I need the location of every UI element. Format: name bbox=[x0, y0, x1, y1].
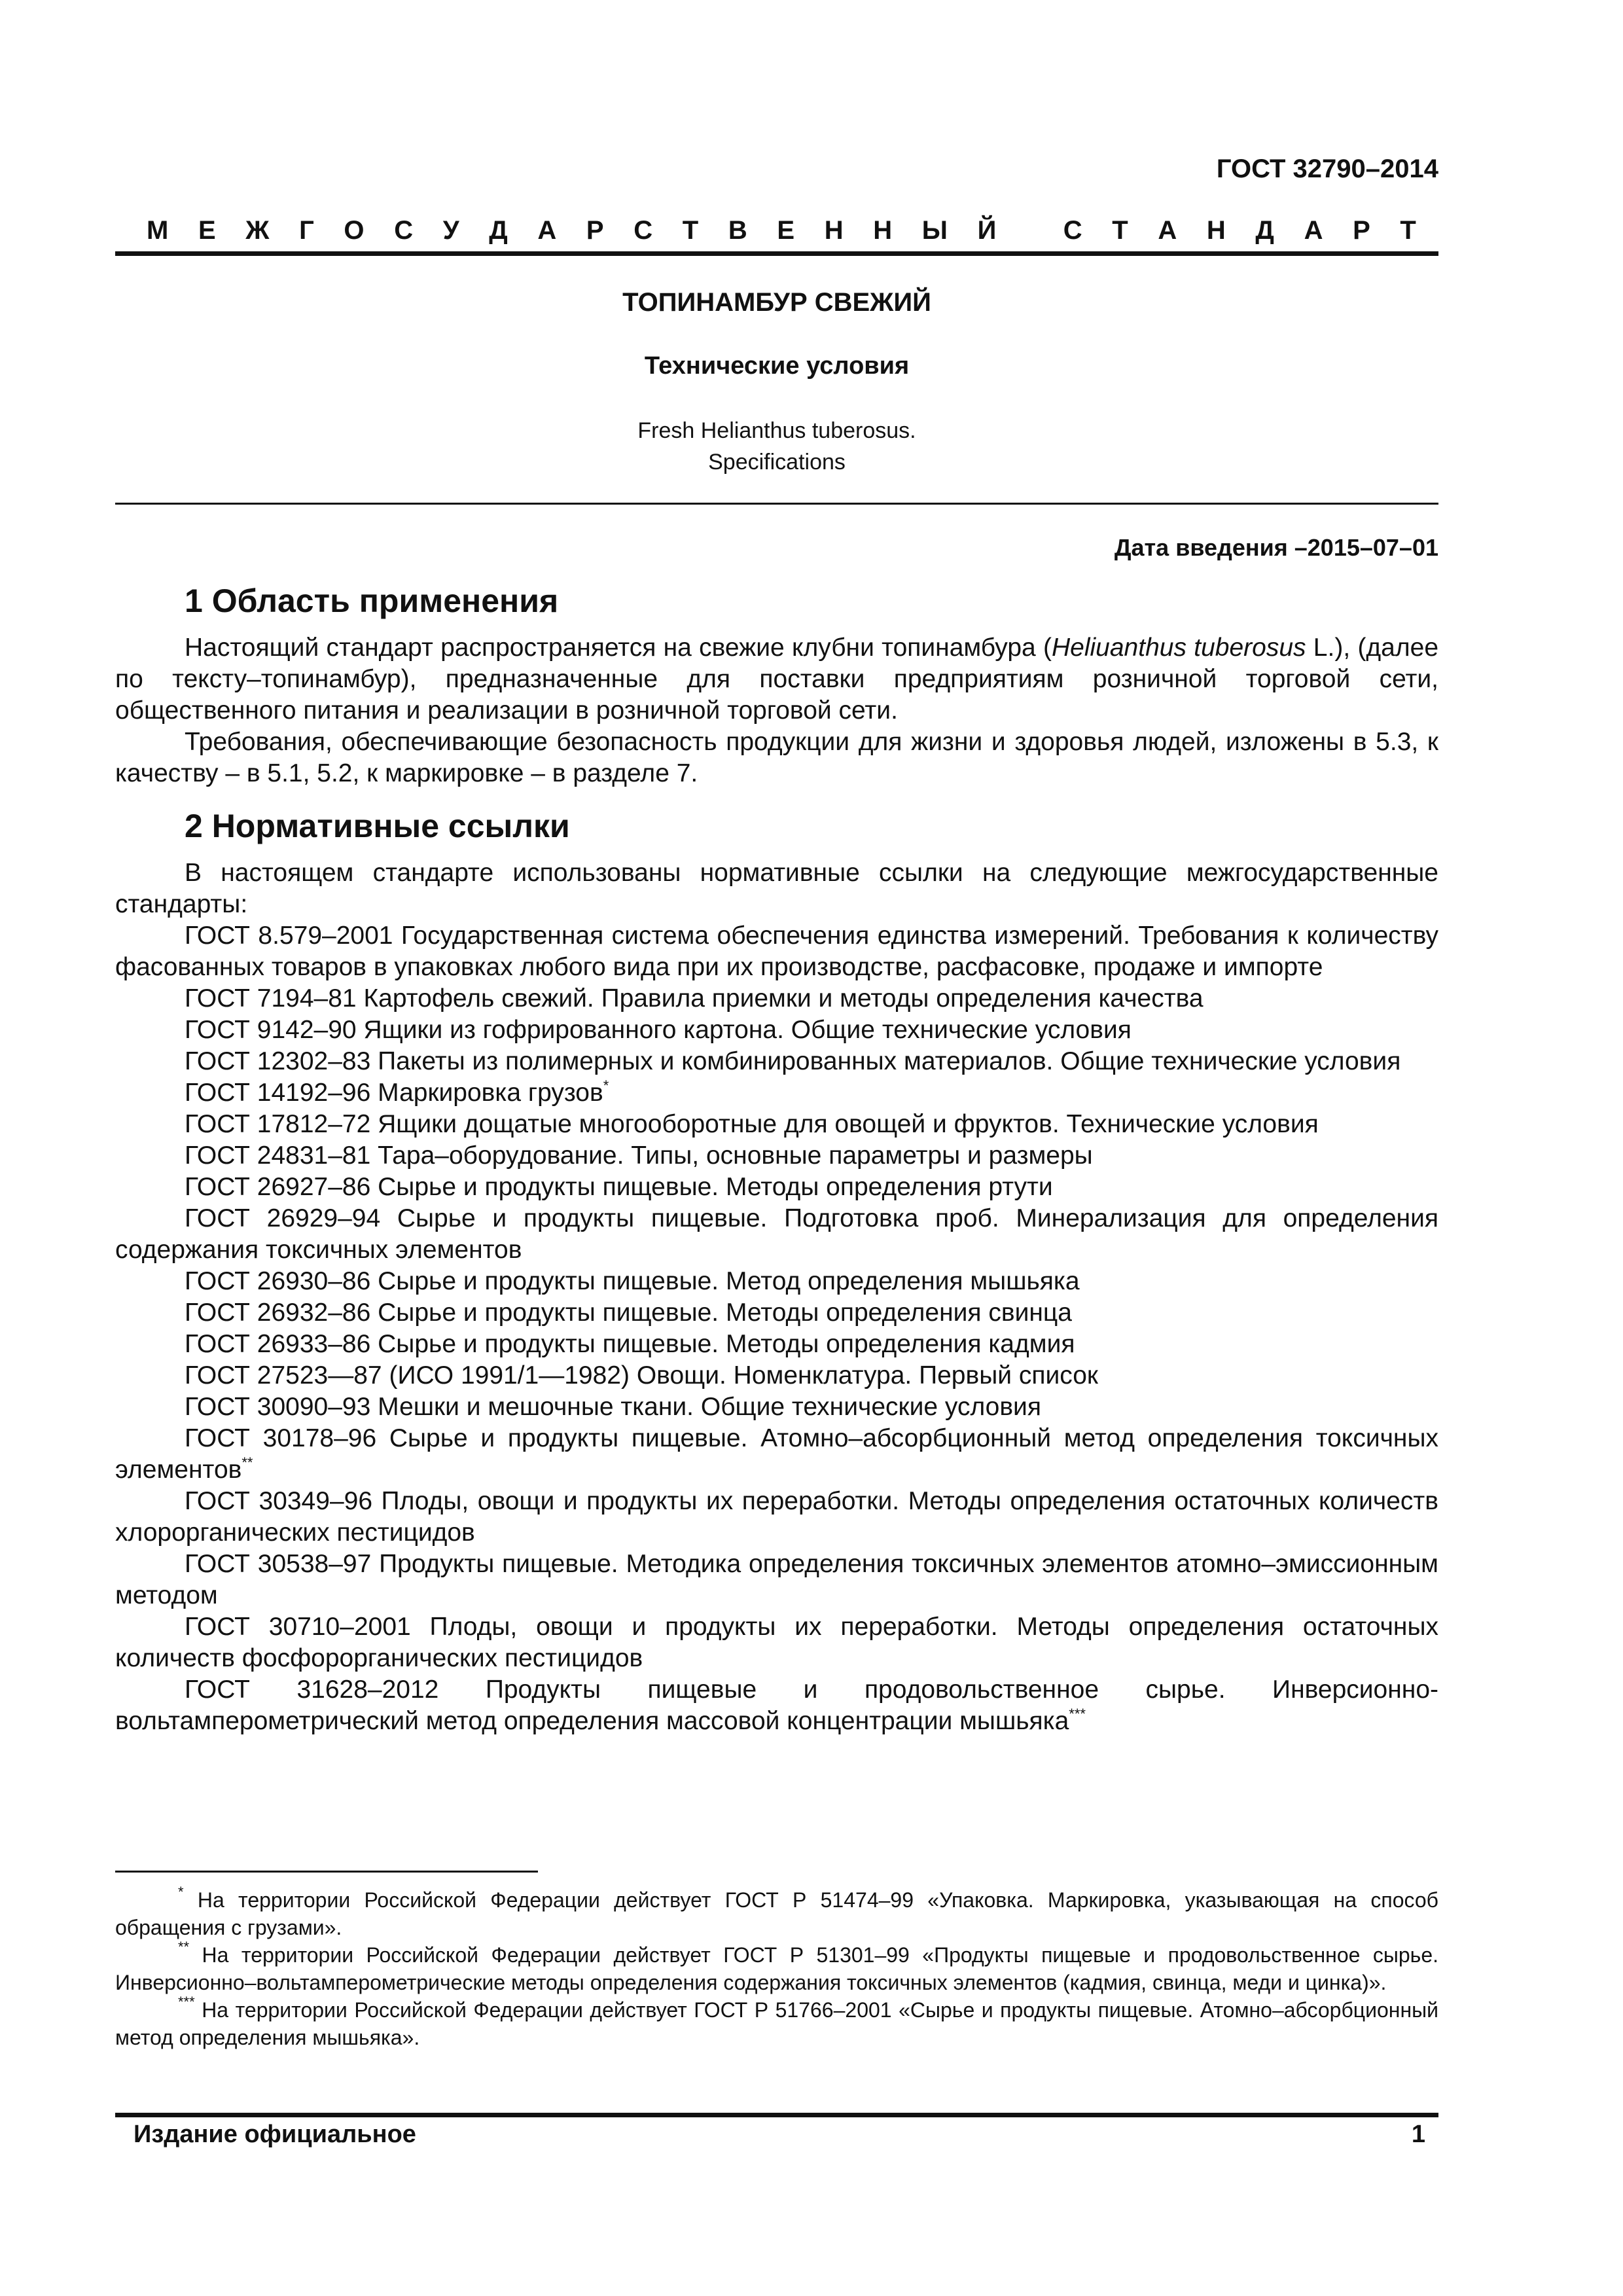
document-body bbox=[115, 576, 1438, 1737]
letter-space bbox=[1026, 216, 1033, 245]
reference-item bbox=[115, 1077, 1438, 1109]
reference-item: ГОСТ 24831–81 Тара–оборудование. Типы, основные параметры и размеры bbox=[185, 1141, 1093, 1170]
letter: А bbox=[537, 216, 557, 245]
introduction-date: Дата введения –2015–07–01 bbox=[1114, 534, 1438, 561]
footnote-mark: *** bbox=[178, 1994, 195, 2010]
letter: Е bbox=[198, 216, 216, 245]
page-number: 1 bbox=[1411, 2121, 1425, 2148]
letter: Е bbox=[777, 216, 795, 245]
text: ГОСТ 31628–2012 Продукты пищевые и продовольственное сырье. Инверсионно-вольтамперометрический метод определения массовой концентрации мышьяка bbox=[115, 1676, 1438, 1735]
section-1-paragraph: Требования, обеспечивающие безопасность продукции для жизни и здоровья людей, изложены в 5.3, к качеству – в 5.1, 5.2, к маркировке – в разделе 7. bbox=[115, 728, 1438, 787]
footnote-mark: ** bbox=[178, 1939, 190, 1955]
reference-item: ГОСТ 30349–96 Плоды, овощи и продукты их переработки. Методы определения остаточных количеств хлорорганических пестицидов bbox=[115, 1487, 1438, 1547]
letter: С bbox=[394, 216, 414, 245]
english-title bbox=[115, 415, 1438, 478]
letter: О bbox=[344, 216, 365, 245]
reference-item bbox=[115, 1423, 1438, 1486]
letter: Ы bbox=[921, 216, 948, 245]
reference-item: ГОСТ 7194–81 Картофель свежий. Правила приемки и методы определения качества bbox=[185, 984, 1204, 1013]
letter: Й bbox=[977, 216, 997, 245]
reference-item: ГОСТ 12302–83 Пакеты из полимерных и комбинированных материалов. Общие технические условия bbox=[185, 1047, 1401, 1075]
footnote bbox=[115, 1941, 1438, 1996]
footnote-mark: * bbox=[178, 1884, 184, 1900]
reference-item: ГОСТ 26930–86 Сырье и продукты пищевые. Метод определения мышьяка bbox=[185, 1267, 1080, 1295]
edition-label: Издание официальное bbox=[134, 2121, 416, 2148]
standard-type-label bbox=[147, 216, 1416, 245]
letter: Д bbox=[489, 216, 508, 245]
letter: Р bbox=[1353, 216, 1370, 245]
reference-item: ГОСТ 8.579–2001 Государственная система обеспечения единства измерений. Требования к количеству фасованных товаров в упаковках любого вида при их производстве, расфасовке, продаже и импорте bbox=[115, 922, 1438, 981]
footnote bbox=[115, 1996, 1438, 2051]
letter: Н bbox=[824, 216, 844, 245]
references-list bbox=[115, 857, 1438, 1737]
footnote-divider bbox=[115, 1871, 538, 1873]
letter: Т bbox=[1112, 216, 1128, 245]
english-title-line: Fresh Helianthus tuberosus. bbox=[637, 418, 916, 443]
reference-item: ГОСТ 26932–86 Сырье и продукты пищевые. Методы определения свинца bbox=[185, 1299, 1072, 1327]
text: L.), (далее по тексту–топинамбур), предназначенные для поставки предприятиям розничной торговой сети, общественного питания и реализации в розничной торговой сети. bbox=[115, 634, 1439, 725]
reference-item: ГОСТ 26929–94 Сырье и продукты пищевые. Подготовка проб. Минерализация для определения содержания токсичных элементов bbox=[115, 1204, 1438, 1264]
section-2-heading: 2 Нормативные ссылки bbox=[185, 808, 570, 844]
letter: С bbox=[633, 216, 653, 245]
references-intro: В настоящем стандарте использованы нормативные ссылки на следующие межгосударственные стандарты: bbox=[115, 859, 1438, 918]
letter: В bbox=[728, 216, 747, 245]
section-1-heading: 1 Область применения bbox=[185, 583, 559, 619]
reference-item: ГОСТ 27523—87 (ИСО 1991/1—1982) Овощи. Номенклатура. Первый список bbox=[185, 1361, 1098, 1390]
document-subtitle: Технические условия bbox=[644, 352, 910, 380]
text: Настоящий стандарт распространяется на свежие клубни топинамбура ( bbox=[185, 634, 1052, 662]
footnotes bbox=[115, 1886, 1438, 2051]
text: ГОСТ 30178–96 Сырье и продукты пищевые. Атомно–абсорбционный метод определения токсичных элементов bbox=[115, 1424, 1438, 1484]
document-title: ТОПИНАМБУР СВЕЖИЙ bbox=[622, 288, 931, 317]
text: ГОСТ 14192–96 Маркировка грузов bbox=[185, 1079, 603, 1107]
reference-item: ГОСТ 9142–90 Ящики из гофрированного картона. Общие технические условия bbox=[185, 1016, 1132, 1044]
reference-item: ГОСТ 26933–86 Сырье и продукты пищевые. Методы определения кадмия bbox=[185, 1330, 1075, 1358]
reference-item: ГОСТ 30090–93 Мешки и мешочные ткани. Общие технические условия bbox=[185, 1393, 1041, 1421]
letter: У bbox=[442, 216, 459, 245]
letter: Д bbox=[1255, 216, 1274, 245]
letter: Н bbox=[873, 216, 893, 245]
footer-divider bbox=[115, 2113, 1438, 2117]
letter: Р bbox=[586, 216, 604, 245]
letter: А bbox=[1304, 216, 1323, 245]
english-title-line: Specifications bbox=[708, 450, 846, 475]
document-code: ГОСТ 32790–2014 bbox=[1216, 154, 1438, 183]
letter: С bbox=[1063, 216, 1082, 245]
title-divider bbox=[115, 503, 1438, 505]
reference-item: ГОСТ 30538–97 Продукты пищевые. Методика определения токсичных элементов атомно–эмиссионным методом bbox=[115, 1550, 1438, 1609]
text: На территории Российской Федерации действует ГОСТ Р 51474–99 «Упаковка. Маркировка, указывающая на способ обращения с грузами». bbox=[115, 1888, 1438, 1939]
letter: Н bbox=[1206, 216, 1226, 245]
text: На территории Российской Федерации действует ГОСТ Р 51766–2001 «Сырье и продукты пищевые. Атомно–абсорбционный метод определения мышьяка». bbox=[115, 1998, 1438, 2049]
reference-item: ГОСТ 30710–2001 Плоды, овощи и продукты их переработки. Методы определения остаточных количеств фосфорорганических пестицидов bbox=[115, 1613, 1438, 1672]
reference-item bbox=[115, 1674, 1438, 1737]
header-divider bbox=[115, 251, 1438, 256]
section-1-paragraph bbox=[115, 632, 1438, 726]
footnote-mark[interactable]: * bbox=[603, 1077, 609, 1094]
footnote-mark[interactable]: ** bbox=[241, 1454, 253, 1471]
latin-name: Heliuanthus tuberosus bbox=[1051, 634, 1306, 662]
letter: Т bbox=[682, 216, 699, 245]
footnote bbox=[115, 1886, 1438, 1941]
letter: Ж bbox=[245, 216, 270, 245]
reference-item: ГОСТ 17812–72 Ящики дощатые многооборотные для овощей и фруктов. Технические условия bbox=[185, 1110, 1319, 1138]
letter: Т bbox=[1400, 216, 1416, 245]
letter: М bbox=[147, 216, 169, 245]
text: На территории Российской Федерации действует ГОСТ Р 51301–99 «Продукты пищевые и продовольственное сырье. Инверсионно–вольтамперометрические методы определения содержания токсичных элементов (кадмия, свинца, меди и цинка)». bbox=[115, 1943, 1438, 1994]
letter: Г bbox=[299, 216, 314, 245]
footnote-mark[interactable]: *** bbox=[1069, 1706, 1086, 1722]
letter: А bbox=[1158, 216, 1177, 245]
reference-item: ГОСТ 26927–86 Сырье и продукты пищевые. Методы определения ртути bbox=[185, 1173, 1053, 1201]
